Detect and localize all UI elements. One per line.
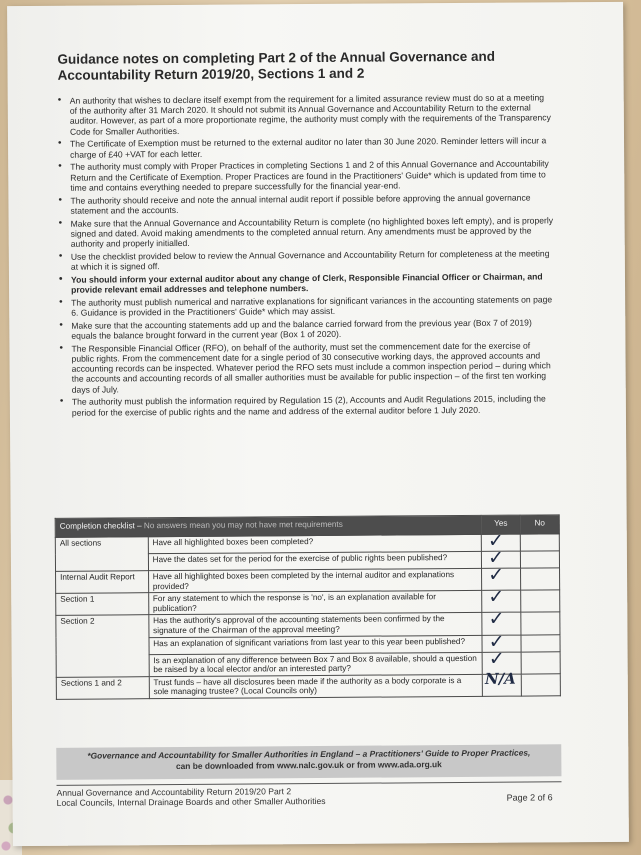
no-cell[interactable] — [521, 568, 560, 590]
page-title — [57, 49, 527, 84]
list-item: • The Responsible Financial Officer (RFO), on behalf of the authority, must set the commencement date for the exercise of public rights. From the commencement date for a single period of 30 consecutive working days, the approved accounts and accounting records can be inspected. Whatever period the RFO sets must include a common inspection period – during which the accounts and accounting records of all smaller authorities must be available for public inspection – of the first ten working days of July. — [59, 340, 554, 394]
tick-mark: ✓ — [488, 563, 505, 586]
section-1-and-2: Sections 1 and 2 — [56, 676, 149, 699]
footer-title — [57, 785, 417, 808]
tick-mark: ✓ — [488, 546, 505, 569]
checklist-title-text: Completion checklist – — [59, 521, 142, 531]
no-column-header: No — [520, 515, 559, 534]
list-item: • The Certificate of Exemption must be returned to the external auditor no later than 30 June 2020. Reminder letters will incur a charge of £40 +VAT for each letter. — [58, 136, 553, 160]
no-cell[interactable] — [520, 551, 559, 568]
no-cell[interactable] — [521, 651, 560, 673]
tick-mark: ✓ — [488, 630, 505, 653]
tick-mark: ✓ — [488, 647, 505, 670]
title-line-1: Guidance notes on completing Part 2 of the Annual Governance and — [57, 48, 496, 67]
checklist-question: Trust funds – have all disclosures been made if the authority as a body corporate is a sole managing trustee? (Local Councils only) — [149, 674, 483, 699]
note-line-2: can be downloaded from www.nalc.gov.uk or from www.ada.org.uk — [175, 758, 442, 771]
checklist-question: Have all highlighted boxes been completed? — [148, 534, 482, 553]
yes-cell[interactable] — [482, 669, 521, 696]
tick-mark: ✓ — [488, 585, 505, 609]
completion-checklist — [55, 514, 561, 699]
list-item: • The authority must publish the information required by Regulation 15 (2), Accounts and Audit Regulations 2015, including the period for the exercise of public rights and the name and address of the external auditor before 1 July 2020. — [60, 394, 555, 418]
checklist-subtitle: No answers mean you may not have met requirements — [143, 519, 343, 531]
list-item: • The authority should receive and note the annual internal audit report if possible before approving the annual governance statement and the accounts. — [58, 192, 553, 216]
list-item: • Make sure that the Annual Governance and Accountability Return is complete (no highlighted boxes left empty), and is properly signed and dated. Avoid making amendments to the completed annual return. Any amendments must be approved by the authority and properly initialled. — [59, 215, 554, 249]
list-item: • The authority must comply with Proper Practices in completing Sections 1 and 2 of this Annual Governance and Accountability Return and the Certificate of Exemption. Proper Practices are found in the Practitioners' Guide* which is updated from time to time and contains everything needed to prepare successfully for the financial year-end. — [58, 159, 553, 193]
page-number: Page 2 of 6 — [506, 792, 553, 803]
tick-mark: ✓ — [487, 529, 504, 552]
title-line-2: Accountability Return 2019/20, Sections 1 and 2 — [57, 65, 365, 83]
checklist-question: Has the authority's approval of the accounting statements been confirmed by the signature of the Chairman of the approval meeting? — [149, 613, 483, 638]
list-item: • Use the checklist provided below to review the Annual Governance and Accountability Return for completeness at the meeting at which it is signed off. — [59, 248, 554, 272]
list-item: • Make sure that the accounting statements add up and the balance carried forward from the previous year (Box 7 of 2019) equals the balance brought forward in the current year (Box 1 of 2020). — [59, 317, 554, 341]
checklist-question: For any statement to which the response is 'no', is an explanation available for publication? — [148, 591, 482, 616]
footer-line-1: Annual Governance and Accountability Return 2019/20 Part 2 — [56, 786, 292, 798]
section-all: All sections — [55, 537, 148, 572]
checklist-question: Have all highlighted boxes been completed by the internal auditor and explanations provided? — [148, 568, 482, 593]
no-cell[interactable] — [520, 534, 559, 551]
no-cell[interactable] — [521, 590, 560, 612]
checklist-question: Have the dates set for the period for the exercise of public rights been published? — [148, 551, 482, 570]
section-2: Section 2 — [56, 615, 149, 677]
checklist-question: Has an explanation of significant variations from last year to this year been published? — [149, 635, 483, 654]
list-item: • An authority that wishes to declare itself exempt from the requirement for a limited assurance review must do so at a meeting of the authority after 31 March 2020. It should not submit its Annual Governance and Accountability Return to the external auditor. However, as part of a more proportionate regime, the authority must comply with the requirements of the Transparency Code for Smaller Authorities. — [58, 92, 553, 136]
guidance-list — [58, 92, 555, 420]
no-cell[interactable] — [521, 674, 560, 696]
list-item: • You should inform your external auditor about any change of Clerk, Responsible Financial Officer or Chairman, and provide relevant email addresses and telephone numbers. — [59, 271, 554, 295]
document-page — [7, 2, 629, 846]
note-line-1: *Governance and Accountability for Smaller Authorities in England – a Practitioners' Guide to Proper Practices, — [87, 747, 531, 761]
yes-column-header: Yes — [481, 515, 520, 534]
tick-mark: ✓ — [488, 608, 505, 631]
checklist-question: Is an explanation of any difference between Box 7 and Box 8 available, should a question be raised by a local elector and/or an interested party? — [149, 652, 483, 677]
list-item: • The authority must publish numerical and narrative explanations for significant variances in the accounting statements on page 6. Guidance is provided in the Practitioners' Guide* which may assist. — [59, 294, 554, 318]
no-cell[interactable] — [521, 634, 560, 651]
practitioners-guide-note — [56, 744, 561, 780]
no-cell[interactable] — [521, 612, 560, 634]
section-1: Section 1 — [56, 593, 149, 616]
footer-line-2: Local Councils, Internal Drainage Boards and other Smaller Authorities — [56, 795, 326, 808]
na-mark: N/A — [484, 669, 516, 688]
section-internal-audit: Internal Audit Report — [56, 571, 149, 594]
table-row — [56, 674, 560, 700]
